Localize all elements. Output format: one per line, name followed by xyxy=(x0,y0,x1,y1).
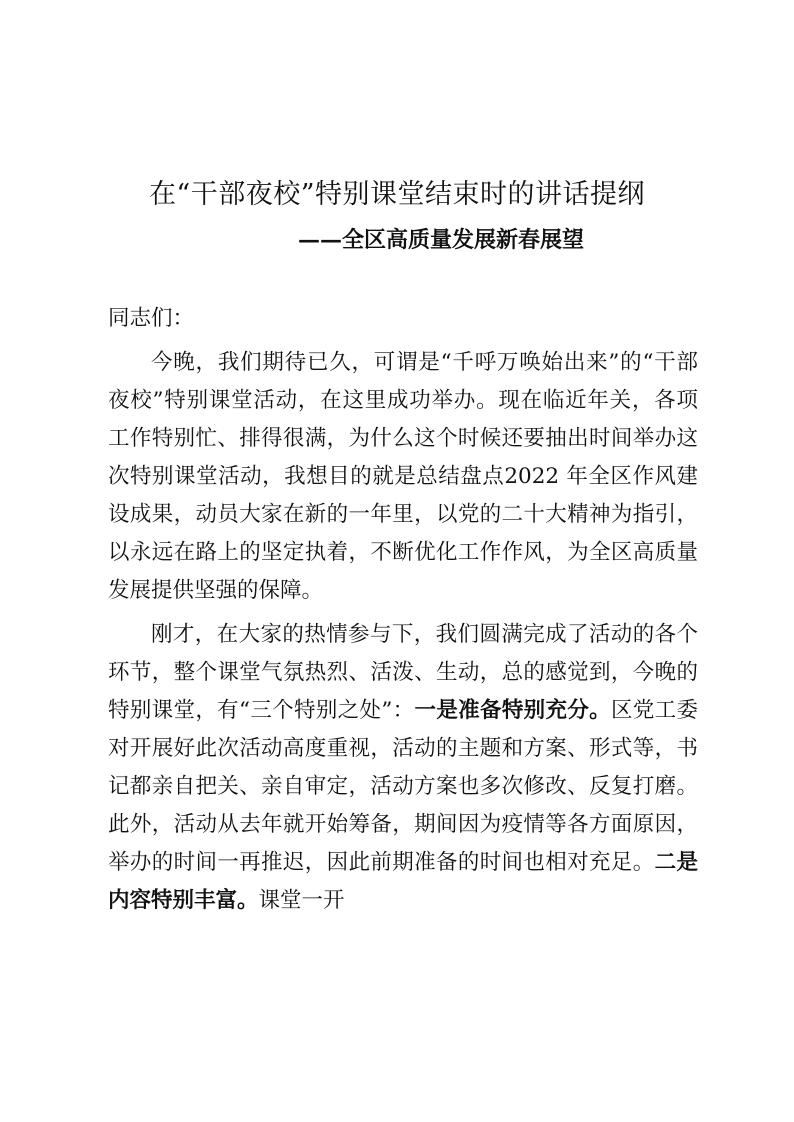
paragraph-2 xyxy=(108,616,698,920)
salutation: 同志们： xyxy=(108,306,195,331)
document-subtitle: ——全区高质量发展新春展望 xyxy=(297,227,584,253)
paragraph-2-part-3: 课堂一开 xyxy=(258,888,345,913)
document-title: 在“干部夜校”特别课堂结束时的讲话提纲 xyxy=(148,179,646,210)
document-body xyxy=(108,300,698,920)
bold-point-1: 一是准备特别充分。 xyxy=(414,698,611,723)
paragraph-2-part-2: 区党工委对开展好此次活动高度重视，活动的主题和方案、形式等，书记都亲自把关、亲自审定，活动方案也多次修改、反复打磨。此外，活动从去年就开始筹备，期间因为疫情等各方面原因，举办的时间一再推迟，因此前期准备的时间也相对充足。 xyxy=(108,698,698,875)
bold-point-2: 二是内容特别丰富。 xyxy=(108,850,698,913)
paragraph-1: 今晚，我们期待已久，可谓是“千呼万唤始出来”的“干部夜校”特别课堂活动，在这里成功举办。现在临近年关，各项工作特别忙、排得很满，为什么这个时候还要抽出时间举办这次特别课堂活动，我想目的就是总结盘点2022 年全区作风建设成果，动员大家在新的一年里，以党的二十大精神为指引，以永远在路上的坚定执着，不断优化工作作风，为全区高质量发展提供坚强的保障。 xyxy=(108,350,698,603)
paragraph-2-part-1: 刚才，在大家的热情参与下，我们圆满完成了活动的各个环节，整个课堂气氛热烈、活泼、生动，总的感觉到，今晚的特别课堂，有“三个特别之处”： xyxy=(108,622,698,723)
